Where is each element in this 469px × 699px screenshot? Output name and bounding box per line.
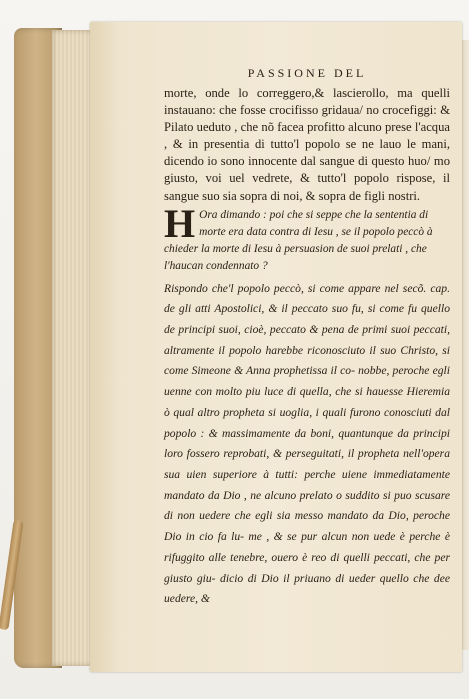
- running-head: PASSIONE DEL: [247, 66, 367, 80]
- question-lines: Ora dimando : poi che si seppe che la sententia di morte era data contra di Iesu , se il popolo peccò à: [199, 208, 433, 238]
- page-text-block: [164, 66, 450, 610]
- answer-paragraph: Rispondo che'l popolo peccò, si come appare nel secõ. cap. de gli atti Apostolici, & il peccato suo fu, si come fu quello de principi suoi, cioè, peccato & pena de primi suoi peccati, altramente il popolo harebbe riconosciuto il suo Christo, si come Simeone & Anna prophetissa il co- nobbe, peroche egli uenne con molto piu luce di quella, che si hauesse Hieremia ò qual altro propheta si uoglia, i quali furono conosciuti dal popolo : & massimamente da boni, quantunque da principi loro fossero reprobati, & perseguitati, il propheta nell'opera sua uien superiore à tutti: perche uiene immediatamente mandato da Dio , ne alcuno prelato o suddito si puo scusare di non uedere che egli sia messo mandato da Dio, peroche Dio in cio fa lu- me , & se pur alcun non uede è perche è rifuggito alle tenebre, ouero è reo di quelli peccati, che per giusto giu- dicio di Dio il priuano di ueder quello che dee uedere, &: [164, 281, 450, 606]
- question-tail: chieder la morte di Iesu à persuasion de suoi prelati , che l'haucan condennato ?: [164, 242, 427, 272]
- question-block: [164, 200, 450, 246]
- drop-capital: H: [164, 200, 196, 246]
- paragraph-1: morte, onde lo correggero,& lascierollo, ma quelli instauano: che fosse crocifisso gridaua/ no crocefiggi: & Pilato ueduto , che nõ facea profitto alcuno prese l'acqua , & in presentia di tutto'l popolo se ne lauo le mani, dicendo io sono innocente dal sangue di questo huo/ mo giusto, voi uel vedrete, & tutto'l popolo rispose, il sangue suo sia sopra di noi, & sopra de figli nostri.: [164, 86, 450, 203]
- narrative-paragraph: [164, 85, 450, 205]
